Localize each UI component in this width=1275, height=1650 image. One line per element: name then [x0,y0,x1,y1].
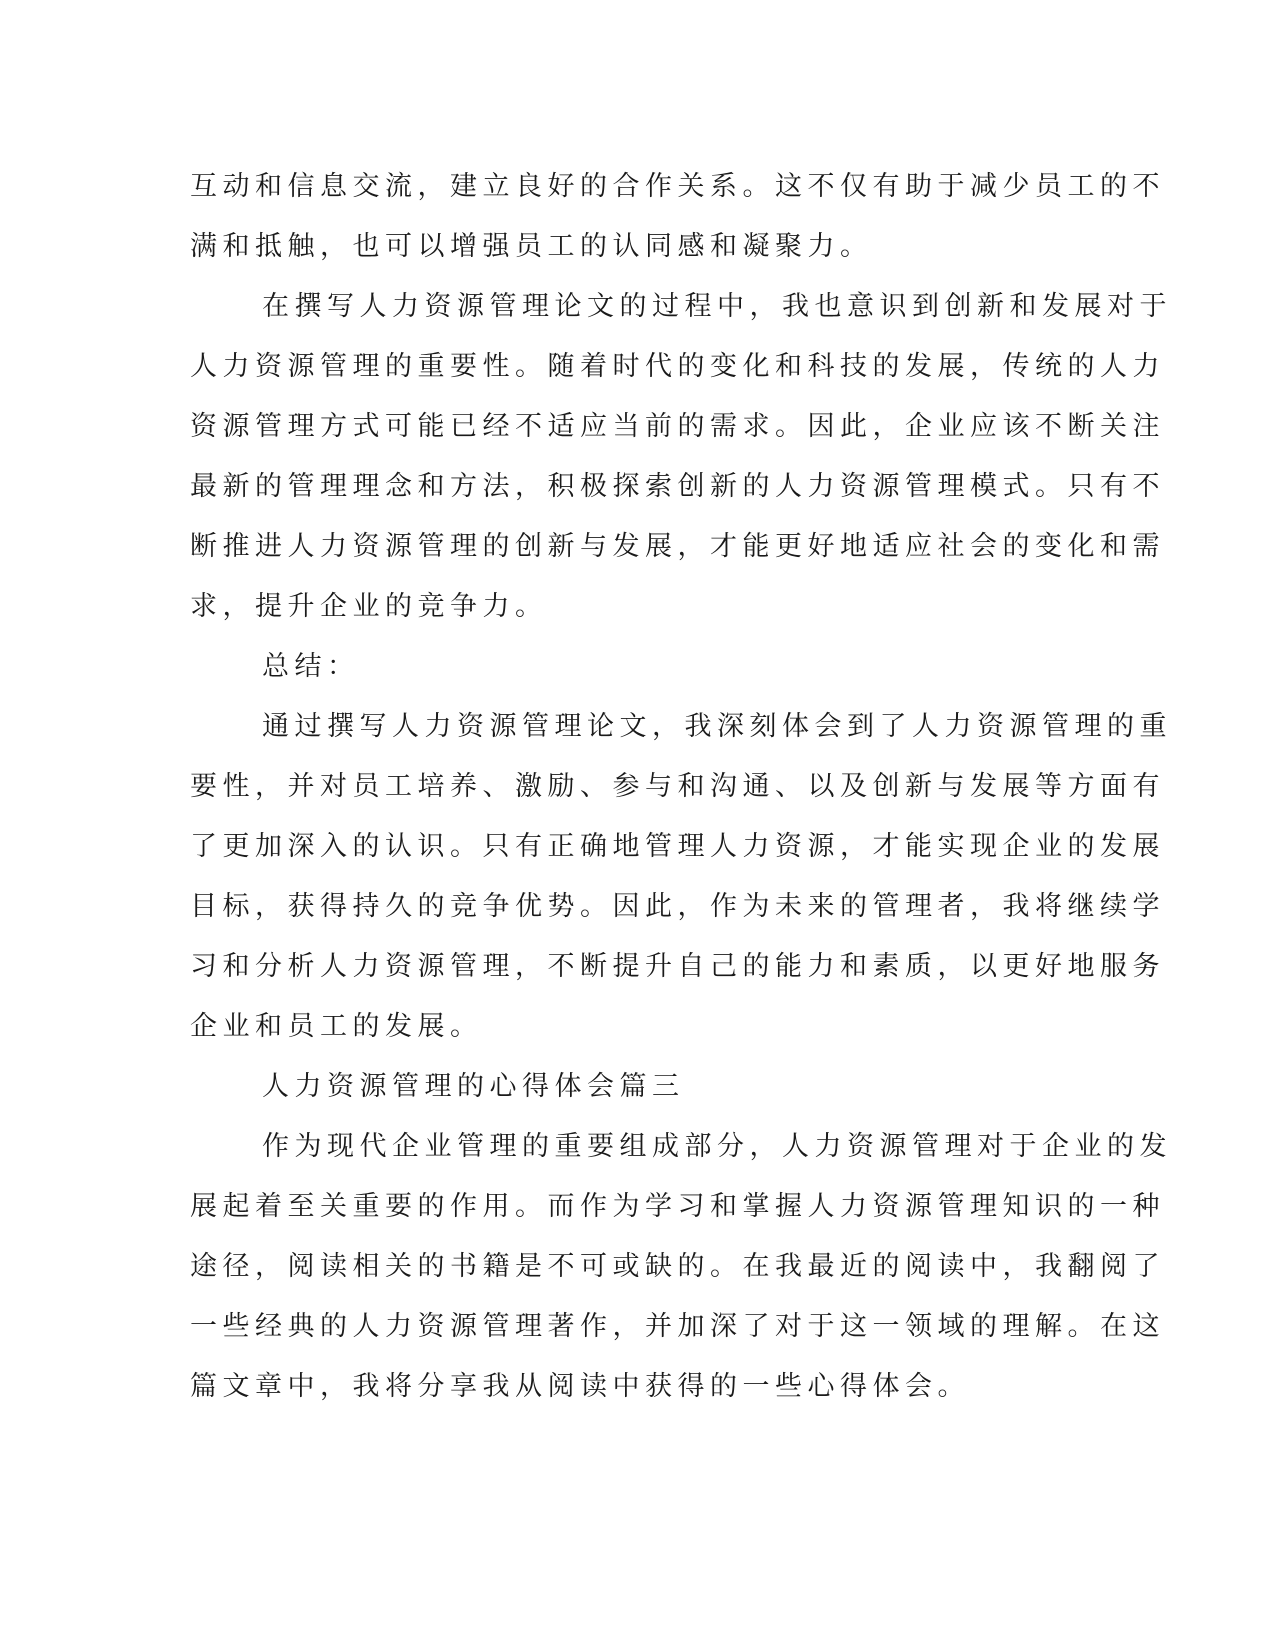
summary-heading: 总结： [262,651,360,682]
text-line: 互动和信息交流，建立良好的合作关系。这不仅有助于减少员工的不 [190,171,1165,202]
text-line: 人力资源管理的重要性。随着时代的变化和科技的发展，传统的人力 [190,351,1165,382]
text-line: 要性，并对员工培养、激励、参与和沟通、以及创新与发展等方面有 [190,771,1165,802]
text-line: 企业和员工的发展。 [190,1011,483,1042]
text-line: 资源管理方式可能已经不适应当前的需求。因此，企业应该不断关注 [190,411,1165,442]
text-line: 断推进人力资源管理的创新与发展，才能更好地适应社会的变化和需 [190,531,1165,562]
text-line: 途径，阅读相关的书籍是不可或缺的。在我最近的阅读中，我翻阅了 [190,1251,1165,1282]
document-body [190,157,1172,1417]
text-line: 一些经典的人力资源管理著作，并加深了对于这一领域的理解。在这 [190,1311,1165,1342]
text-line: 习和分析人力资源管理，不断提升自己的能力和素质，以更好地服务 [190,951,1165,982]
section-heading: 人力资源管理的心得体会篇三 [262,1071,685,1102]
paragraph-start-line: 通过撰写人力资源管理论文，我深刻体会到了人力资源管理的重 [262,711,1172,742]
paragraph-start-line: 作为现代企业管理的重要组成部分，人力资源管理对于企业的发 [262,1131,1172,1162]
text-line: 展起着至关重要的作用。而作为学习和掌握人力资源管理知识的一种 [190,1191,1165,1222]
text-line: 目标，获得持久的竞争优势。因此，作为未来的管理者，我将继续学 [190,891,1165,922]
paragraph-start-line: 在撰写人力资源管理论文的过程中，我也意识到创新和发展对于 [262,291,1172,322]
text-line: 最新的管理理念和方法，积极探索创新的人力资源管理模式。只有不 [190,471,1165,502]
text-line: 满和抵触，也可以增强员工的认同感和凝聚力。 [190,231,873,262]
text-line: 了更加深入的认识。只有正确地管理人力资源，才能实现企业的发展 [190,831,1165,862]
text-line: 求，提升企业的竞争力。 [190,591,548,622]
text-line: 篇文章中，我将分享我从阅读中获得的一些心得体会。 [190,1371,970,1402]
